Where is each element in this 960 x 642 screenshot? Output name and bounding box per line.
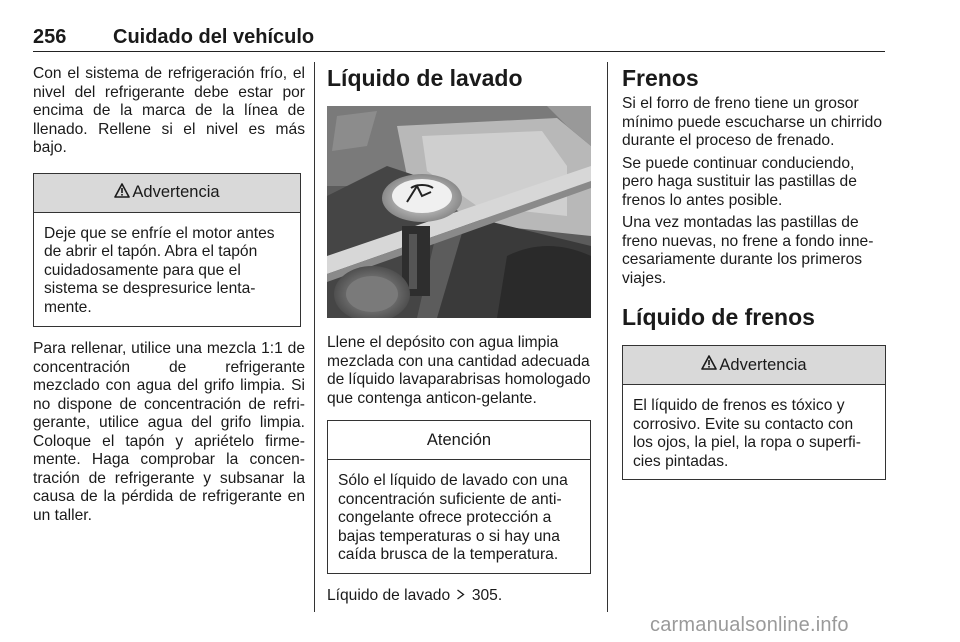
warning-body: Deje que se enfríe el motor antes de abrir el tapón. Abra el tapón cuidadosamente para que el sistema se despresurice lenta-mente. — [44, 224, 275, 316]
brakes-paragraph-3: Una vez montadas las pastillas de freno nuevas, no frene a fondo inne-cesariamente durante los primeros viajes. — [622, 214, 874, 287]
warning-title: Advertencia — [132, 183, 220, 202]
warning-heading — [34, 174, 300, 213]
brakes-paragraph-2: Se puede continuar conduciendo, pero haga sustituir las pastillas de frenos lo antes posible. — [622, 154, 857, 209]
notice-title: Atención — [426, 430, 492, 449]
warning-triangle-icon — [701, 355, 717, 375]
washer-reference — [327, 587, 591, 606]
column-divider-1 — [314, 62, 315, 612]
washer-fluid-heading: Líquido de lavado — [327, 65, 523, 91]
warning-title: Advertencia — [719, 355, 807, 374]
coolant-warning-box — [33, 173, 301, 328]
column-divider-2 — [607, 62, 608, 612]
reference-text: Líquido de lavado — [327, 586, 451, 604]
column-3 — [622, 64, 886, 480]
section-title: Cuidado del vehículo — [113, 26, 315, 48]
washer-notice-box — [327, 420, 591, 574]
warning-heading — [623, 346, 885, 385]
coolant-refill-paragraph: Para rellenar, utilice una mezcla 1:1 de concentración de refrigerante mezclado con agua del grifo limpia. Si no dispone de concentración de refri-gerante, utilice agua del grifo limpia. Coloque el tapón y apriételo firme-mente. Haga comprobar la concen-tración de refrigerante y subsanar la causa de la pérdida de refrigerante en un taller. — [33, 340, 305, 524]
washer-fluid-reservoir-photo — [327, 106, 591, 318]
warning-body: El líquido de frenos es tóxico y corrosivo. Evite su contacto con los ojos, la piel, la ropa o superfi-cies pintadas. — [633, 397, 861, 470]
column-1 — [33, 65, 305, 525]
brake-fluid-warning-box — [622, 345, 886, 480]
header-rule — [33, 51, 885, 52]
notice-heading — [328, 421, 590, 460]
reference-arrow-icon[interactable] — [456, 587, 465, 606]
page-number: 256 — [33, 26, 67, 48]
notice-body: Sólo el líquido de lavado con una concentración suficiente de anti-congelante ofrece protección a bajas temperaturas o si hay una caída brusca de la temperatura. — [338, 472, 568, 563]
page-header — [33, 26, 885, 50]
warning-triangle-icon — [114, 183, 130, 203]
washer-fluid-paragraph: Llene el depósito con agua limpia mezclada con una cantidad adecuada de líquido lavaparabrisas homologado que contenga anticon-gelante. — [327, 334, 591, 407]
brakes-heading: Frenos — [622, 65, 699, 91]
column-2 — [327, 64, 591, 605]
watermark: carmanualsonline.info — [650, 614, 849, 636]
reference-page[interactable]: 305. — [471, 586, 503, 604]
coolant-intro-paragraph: Con el sistema de refrigeración frío, el nivel del refrigerante debe estar por encima de la marca de la línea de llenado. Rellene si el nivel es más bajo. — [33, 65, 305, 156]
brake-fluid-heading: Líquido de frenos — [622, 304, 815, 330]
brakes-paragraph-1: Si el forro de freno tiene un grosor mínimo puede escucharse un chirrido durante el proceso de frenado. — [622, 95, 883, 149]
